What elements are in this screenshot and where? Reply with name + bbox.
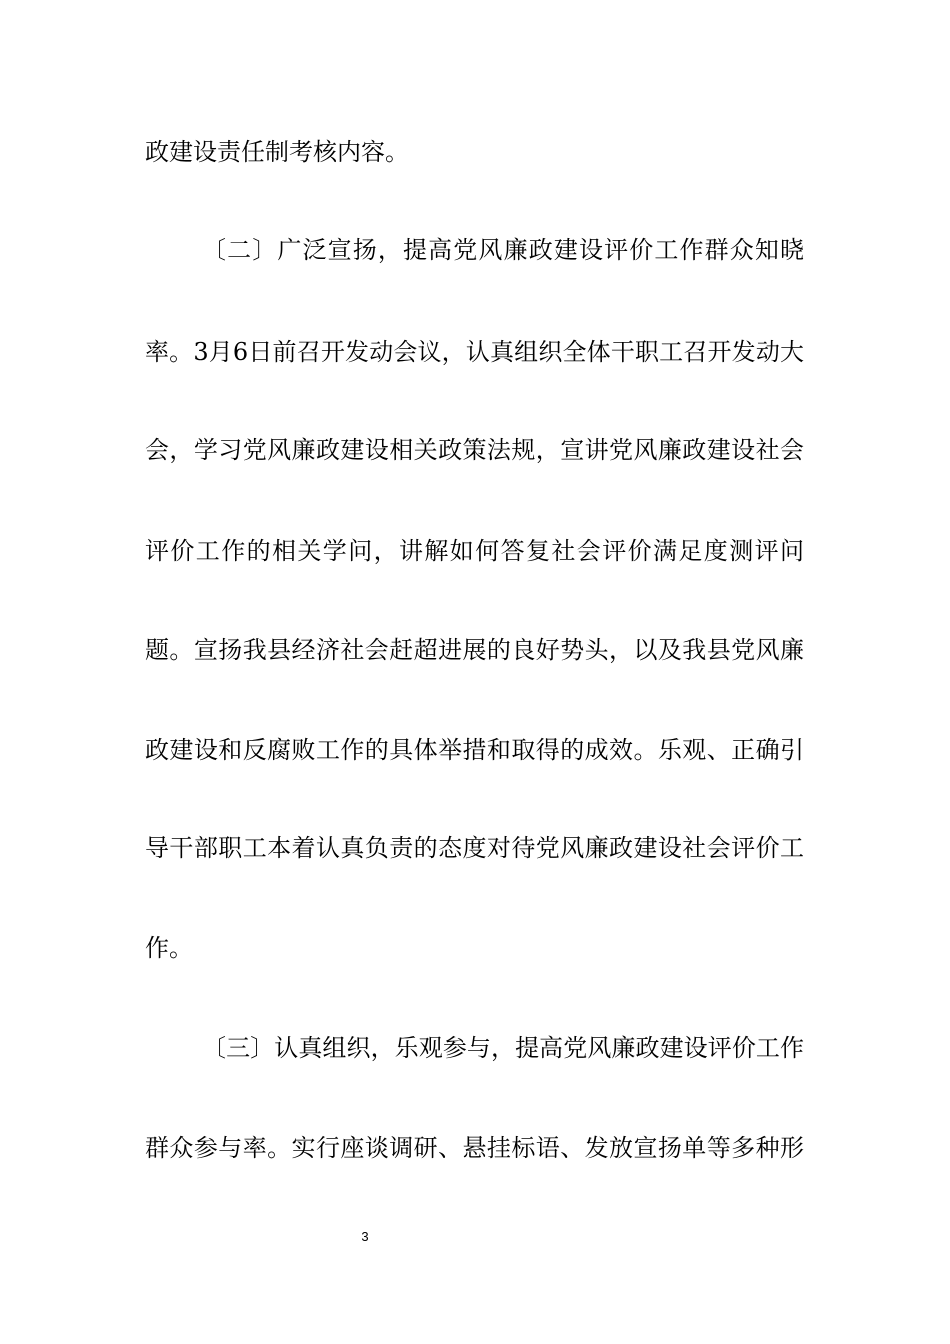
text-line: 题。宣扬我县经济社会赶超进展的良好势头，以及我县党风廉 (145, 636, 804, 664)
text-line: 群众参与率。实行座谈调研、悬挂标语、发放宣扬单等多种形 (145, 1134, 804, 1162)
text-line-paragraph-end: 政建设责任制考核内容。 (145, 138, 409, 166)
text-line-paragraph-end: 作。 (145, 934, 193, 962)
section-heading-3-line: 〔三〕认真组织，乐观参与，提高党风廉政建设评价工作 (202, 1034, 804, 1062)
page-number: 3 (361, 1229, 369, 1244)
text-line: 评价工作的相关学问，讲解如何答复社会评价满足度测评问 (145, 537, 804, 565)
text-line: 会，学习党风廉政建设相关政策法规，宣讲党风廉政建设社会 (145, 436, 804, 464)
text-line: 政建设和反腐败工作的具体举措和取得的成效。乐观、正确引 (145, 736, 804, 764)
text-line: 率。3月6日前召开发动会议，认真组织全体干职工召开发动大 (145, 338, 804, 366)
text-line: 导干部职工本着认真负责的态度对待党风廉政建设社会评价工 (145, 834, 804, 862)
section-heading-2-line: 〔二〕广泛宣扬，提高党风廉政建设评价工作群众知晓 (202, 236, 804, 264)
